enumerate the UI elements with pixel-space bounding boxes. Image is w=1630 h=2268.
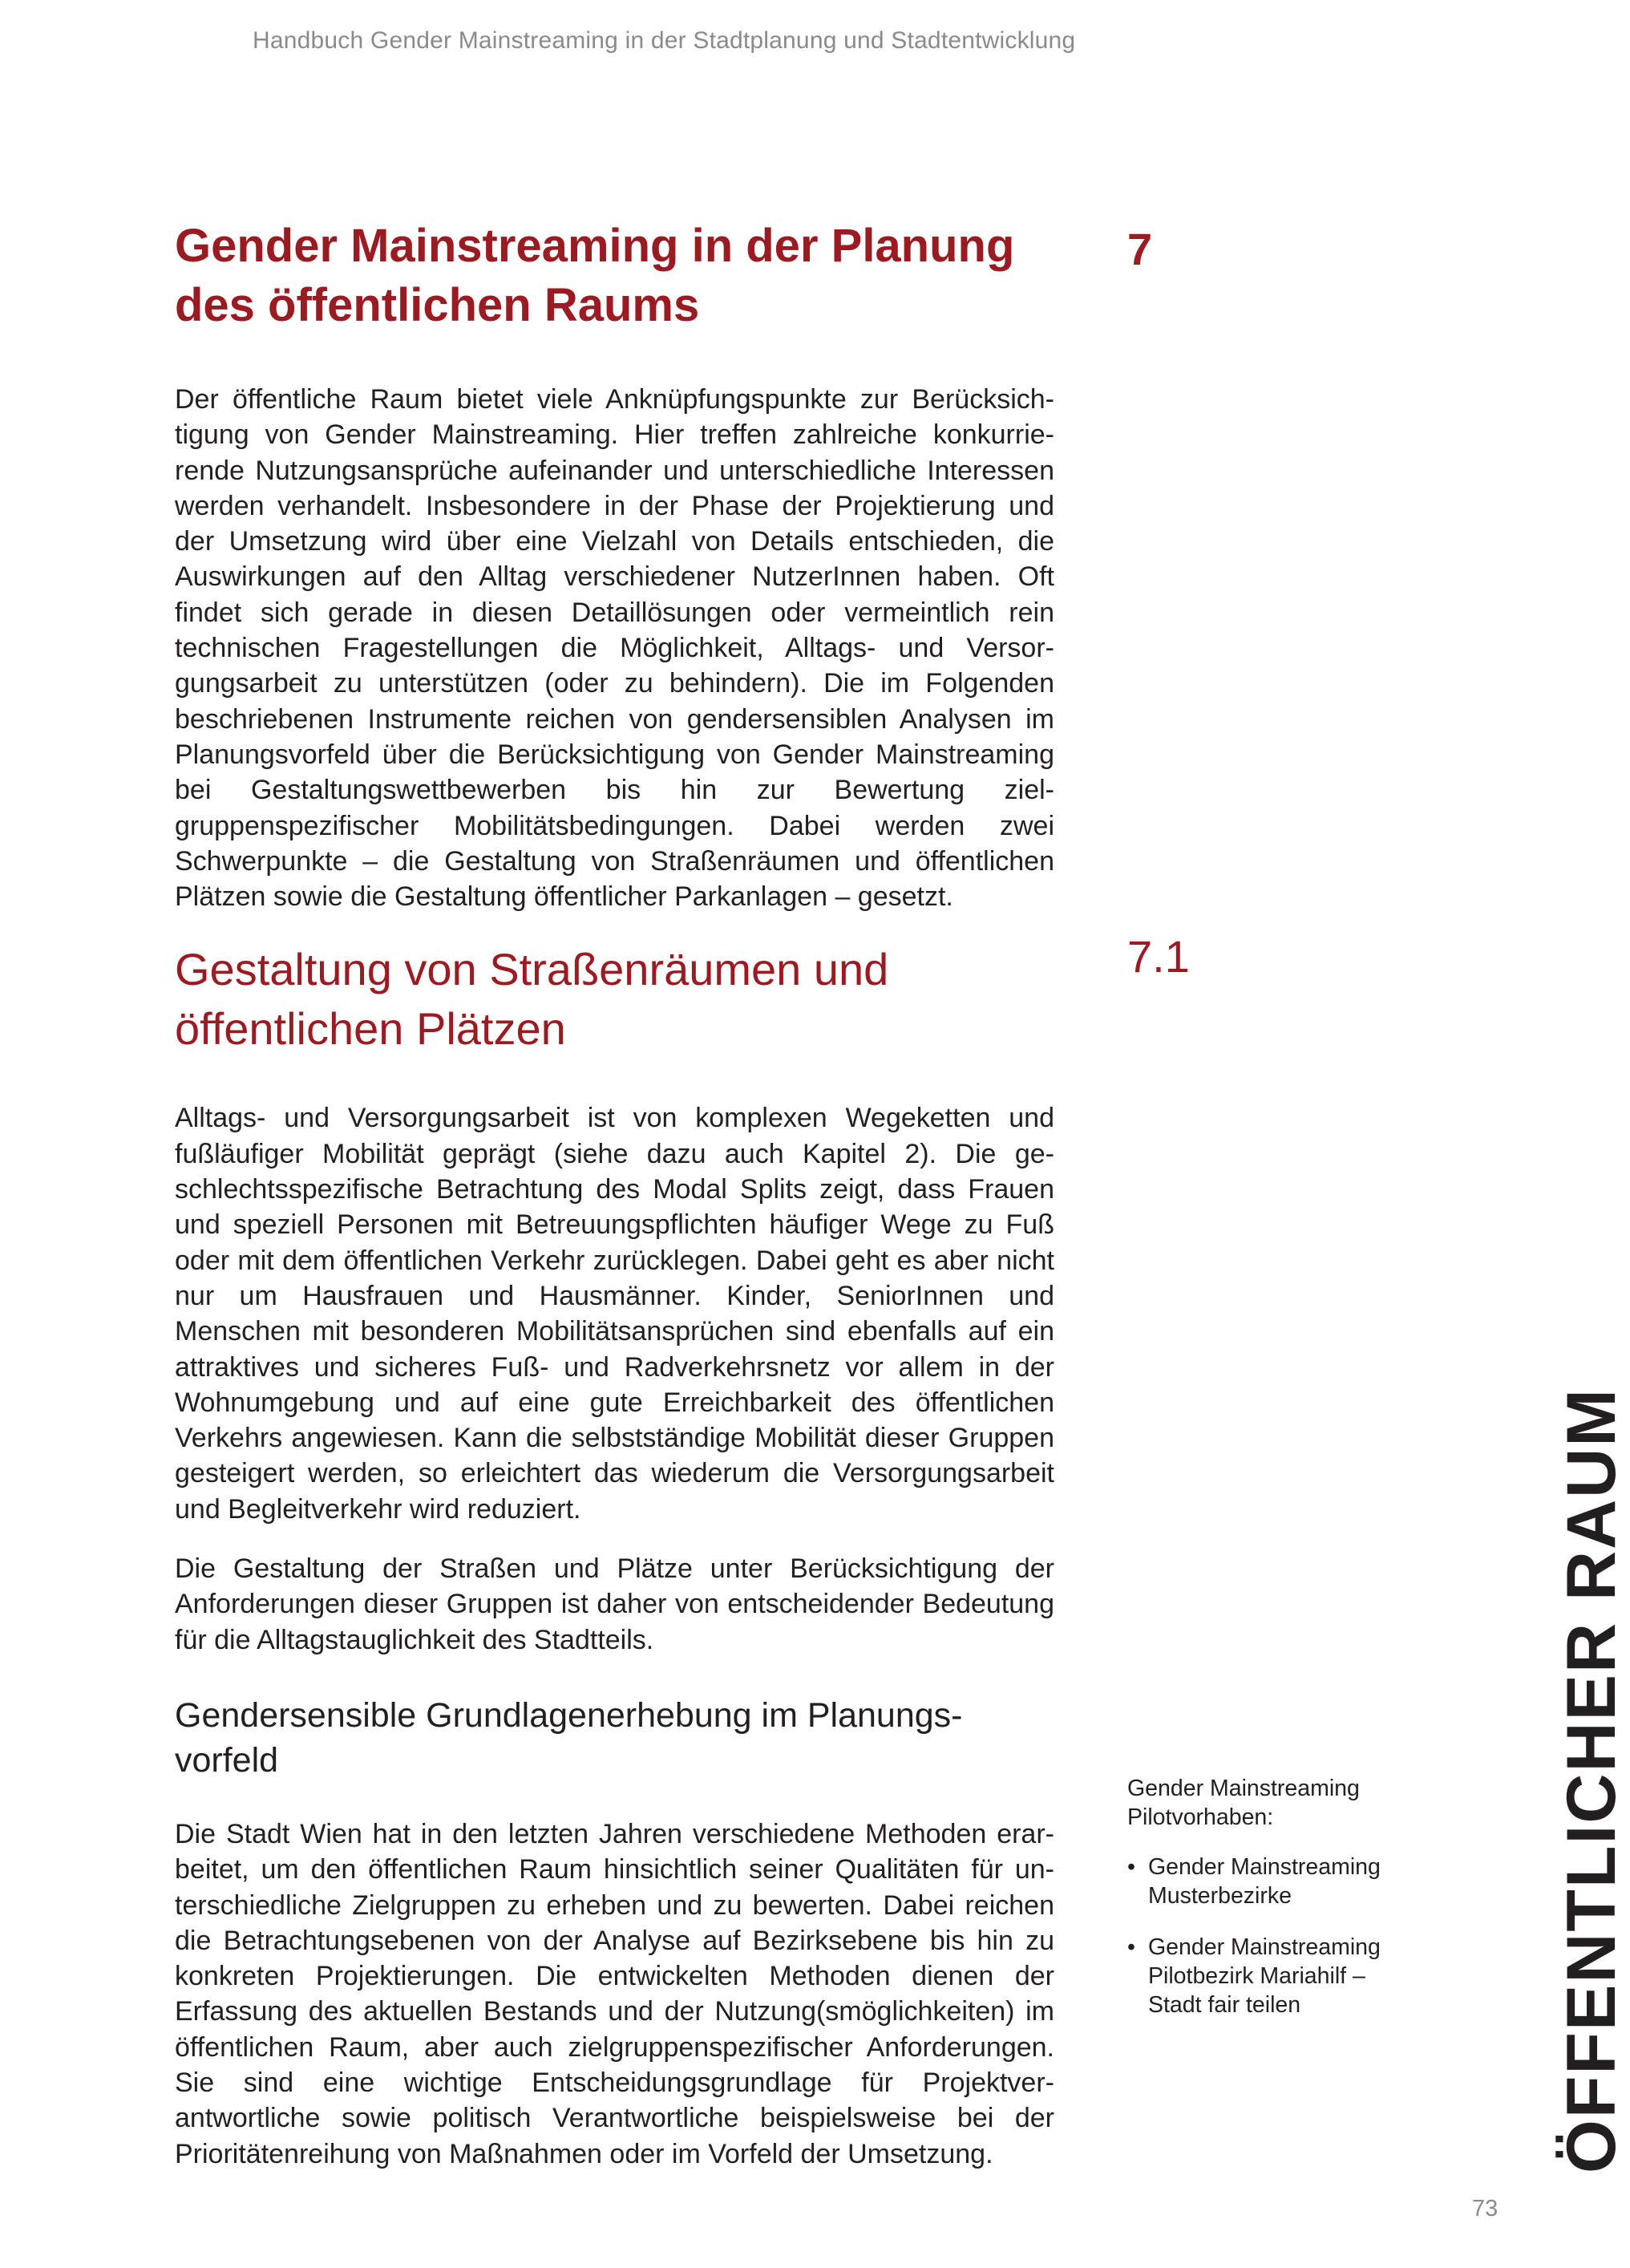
vertical-chapter-label: ÖFFENTLICHER RAUM (1553, 1387, 1630, 2173)
sidebar-item-2-line-2: Pilotbezirk Mariahilf – (1148, 1963, 1365, 1989)
sidebar-list-item (1127, 1933, 1400, 2019)
chapter-title-line-1: Gender Mainstreaming in der Planung (175, 220, 1015, 272)
chapter-title-line-2: des öffentlichen Raums (175, 279, 700, 331)
chapter-number: 7 (1127, 224, 1153, 274)
sidebar-item-2-line-3: Stadt fair teilen (1148, 1992, 1301, 2018)
sidebar-list (1127, 1853, 1400, 2019)
sidebar-heading-line-1: Gender Mainstreaming (1127, 1776, 1360, 1801)
sidebar-heading (1127, 1774, 1400, 1832)
sidebar-note (1127, 1774, 1400, 2042)
sidebar-item-1-line-2: Musterbezirke (1148, 1883, 1292, 1909)
sidebar-heading-line-2: Pilotvorhaben: (1127, 1804, 1274, 1830)
subsection-paragraph: Die Stadt Wien hat in den letzten Jahren verschiedene Methoden erarbeitet, um den öffentlichen Raum hinsichtlich seiner Qualitäten für unterschiedliche Zielgruppen zu erheben und zu bewerten. Dabei reichen die Betrachtungsebenen von der Analyse auf Bezirksebene bis hin zu konkreten Projektierungen. Die entwickelten Methoden dienen der Erfassung des aktuellen Bestands und der Nutzung(smöglichkeiten) im öffentlichen Raum, aber auch zielgruppenspezifischer Anforderungen. Sie sind eine wichtige Entscheidungsgrundlage für Projektverantwortliche sowie politisch Verantwortliche beispielsweise bei der Prioritätenreihung von Maßnahmen oder im Vorfeld der Umsetzung. (175, 1818, 1054, 2169)
subsection-title-line-2: vorfeld (175, 1740, 279, 1780)
chapter-title (175, 217, 1054, 335)
sidebar-list-item (1127, 1853, 1400, 1910)
section-title (175, 940, 1054, 1059)
subsection-title (175, 1693, 1054, 1783)
running-header: Handbuch Gender Mainstreaming in der Stadtplanung und Stadtentwicklung (253, 27, 1076, 54)
section-paragraph-2: Die Gestaltung der Straßen und Plätze unter Berücksichtigung der Anforderungen dieser Gruppen ist daher von entscheidender Bedeutung für die Alltagstauglichkeit des Stadtteils. (175, 1553, 1054, 1655)
sidebar-item-2-line-1: Gender Mainstreaming (1148, 1934, 1381, 1960)
section-paragraph-1: Alltags- und Versorgungsarbeit ist von komplexen Wegeketten und fußläufiger Mobilität geprägt (siehe dazu auch Kapitel 2). Die geschlechtsspezifische Betrachtung des Modal Splits zeigt, dass Frauen und speziell Personen mit Betreuungspflichten häufiger Wege zu Fuß oder mit dem öffentlichen Verkehr zurücklegen. Dabei geht es aber nicht nur um Hausfrauen und Hausmänner. Kinder, SeniorInnen und Menschen mit besonderen Mobilitätsansprüchen sind ebenfalls auf ein attraktives und sicheres Fuß- und Radverkehrsnetz vor allem in der Wohnumgebung und auf eine gute Erreichbarkeit des öffentlichen Verkehrs angewiesen. Kann die selbstständige Mobilität dieser Gruppen gesteigert werden, so erleichtert das wiederum die Versorgungsarbeit und Begleitverkehr wird reduziert. (175, 1103, 1054, 1525)
section-number: 7.1 (1127, 931, 1190, 982)
subsection-title-line-1: Gendersensible Grundlagenerhebung im Planungs- (175, 1695, 963, 1735)
chapter-intro-paragraph: Der öffentliche Raum bietet viele Anknüpfungspunkte zur Berücksichtigung von Gender Mainstreaming. Hier treffen zahlreiche konkurrierende Nutzungsansprüche aufeinander und unterschiedliche Interessen werden verhandelt. Insbesondere in der Phase der Projektierung und der Umsetzung wird über eine Vielzahl von Details entschieden, die Auswirkungen auf den Alltag verschiedener NutzerInnen haben. Oft findet sich gerade in diesen Detaillösungen oder vermeintlich rein technischen Fragestellungen die Möglichkeit, Alltags- und Versorgungsarbeit zu unterstützen (oder zu behindern). Die im Folgenden beschriebenen Instrumente reichen von gendersensiblen Analysen im Planungsvorfeld über die Berücksichtigung von Gender Mainstreaming bei Gestaltungswettbewerben bis hin zur Bewertung zielgruppenspezifischer Mobilitätsbedingungen. Dabei werden zwei Schwerpunkte – die Gestaltung von Straßenräumen und öffentlichen Plätzen sowie die Gestaltung öffentlicher Parkanlagen – gesetzt. (175, 384, 1054, 913)
page-number: 73 (1472, 2196, 1499, 2221)
main-content (175, 217, 1054, 2172)
sidebar-item-1-line-1: Gender Mainstreaming (1148, 1854, 1381, 1880)
section-title-line-2: öffentlichen Plätzen (175, 1003, 566, 1055)
section-title-line-1: Gestaltung von Straßenräumen und (175, 944, 889, 995)
